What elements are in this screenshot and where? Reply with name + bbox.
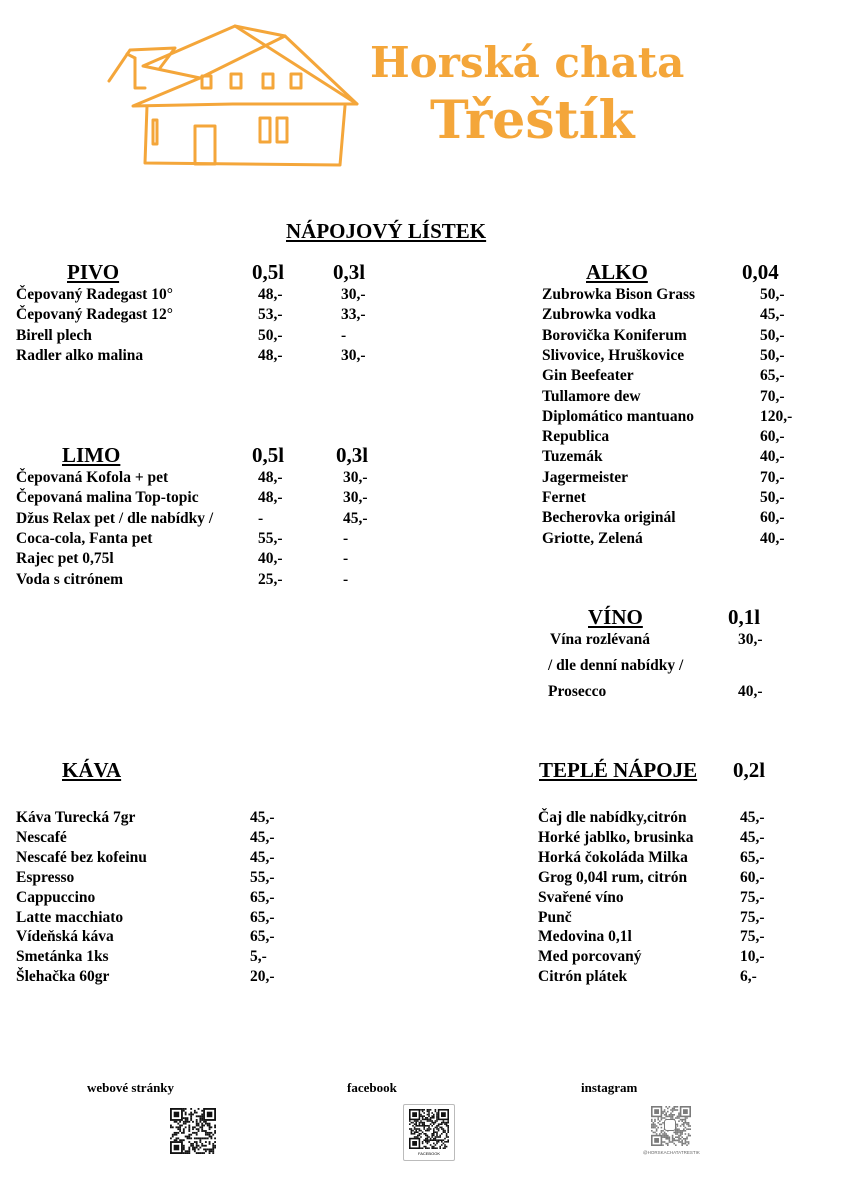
kava-item-price: 45,- [250,848,275,866]
pivo-item-price: 48,- [258,346,283,364]
pivo-item-price: 48,- [258,286,283,303]
alko-item-price: 60,- [760,428,785,446]
teple-heading: TEPLÉ NÁPOJE [539,758,698,782]
teple-item-price: 45,- [740,828,765,846]
menu-title: NÁPOJOVÝ LÍSTEK [286,219,487,243]
limo-item-name: Džus Relax pet / dle nabídky / [16,509,214,527]
teple-item-price: 60,- [740,868,765,886]
limo-item-price-small: - [343,570,349,588]
facebook-qr-caption: FACEBOOK [417,1151,440,1156]
kava-item-price: 65,- [250,888,275,906]
limo-heading: LIMO [62,443,121,467]
alko-item-name: Borovička Koniferum [542,326,687,344]
limo-item-price-small: - [343,550,349,568]
pivo-item-name: Čepovaný Radegast 10° [16,286,173,303]
teple-item-price: 65,- [740,848,765,866]
teple-item-price: 75,- [740,908,765,926]
pivo-item-price-small: 30,- [341,346,366,364]
alko-item-price: 120,- [760,407,793,425]
alko-item-price: 70,- [760,468,785,486]
pivo-item-price: 53,- [258,306,283,324]
instagram-icon [664,1119,676,1131]
alko-item-price: 50,- [760,326,785,344]
limo-item-price: 48,- [258,489,283,507]
footer-facebook-label: facebook [347,1080,397,1095]
alko-item-price: 50,- [760,489,785,506]
limo-item-price: 40,- [258,550,283,568]
alko-item-name: Zubrowka Bison Grass [542,286,696,303]
vino-col1: 0,1l [728,605,761,629]
brand-line-2: Třeštík [430,90,635,151]
alko-item-price: 40,- [760,448,785,466]
kava-item-name: Latte macchiato [16,908,124,926]
kava-item-name: Espresso [16,868,75,886]
teple-item-name: Punč [538,908,572,926]
alko-item-price: 70,- [760,387,785,405]
kava-item-name: Smetánka 1ks [16,948,109,966]
kava-heading: KÁVA [62,758,122,782]
pivo-item-price-small: - [341,326,347,344]
alko-item-price: 50,- [760,346,785,364]
limo-item-price: 55,- [258,529,283,547]
kava-item-name: Vídeňská káva [16,928,114,946]
instagram-qr-frame[interactable] [643,1106,699,1162]
teple-item-name: Citrón plátek [538,968,628,986]
alko-item-name: Becherovka originál [542,509,676,527]
facebook-qr-code [409,1109,449,1149]
vino-price-2: 40,- [738,683,763,700]
alko-item-name: Slivovice, Hruškovice [542,346,685,364]
limo-item-price-small: 30,- [343,489,368,507]
limo-col1: 0,5l [252,443,285,467]
kava-item-price: 20,- [250,968,275,986]
pivo-item-name: Čepovaný Radegast 12° [16,306,173,324]
vino-heading: VÍNO [588,605,643,629]
alko-item-name: Tuzemák [542,448,603,466]
kava-item-price: 45,- [250,809,275,826]
teple-item-name: Horká čokoláda Milka [538,848,688,866]
footer-instagram-label: instagram [581,1080,638,1095]
alko-item-name: Fernet [542,489,586,506]
footer-web-label: webové stránky [87,1080,175,1095]
pivo-heading: PIVO [67,260,120,284]
kava-item-name: Cappuccino [16,888,96,906]
kava-item-price: 5,- [250,948,267,966]
pivo-col2: 0,3l [333,260,366,284]
limo-item-price-small: - [343,529,349,547]
limo-item-name: Voda s citrónem [16,570,124,588]
teple-item-price: 45,- [740,809,765,826]
facebook-qr-frame[interactable] [403,1104,455,1161]
kava-item-name: Nescafé bez kofeinu [16,848,147,866]
limo-item-price: 48,- [258,469,283,486]
kava-item-price: 45,- [250,828,275,846]
pivo-col1: 0,5l [252,260,285,284]
limo-item-name: Čepovaná malina Top-topic [16,489,199,507]
alko-item-price: 45,- [760,306,785,324]
teple-item-name: Horké jablko, brusinka [538,828,694,846]
kava-item-name: Káva Turecká 7gr [16,809,136,826]
teple-item-price: 10,- [740,948,765,966]
alko-col1: 0,04 [742,260,779,284]
chalet-logo [105,18,365,170]
alko-item-name: Diplomático mantuano [542,407,694,425]
instagram-qr-caption: @HORSKACHATATRESTIK [643,1150,700,1155]
pivo-item-price-small: 30,- [341,286,366,303]
limo-item-price: 25,- [258,570,283,588]
pivo-item-name: Radler alko malina [16,346,144,364]
alko-item-name: Jagermeister [542,468,629,486]
alko-item-name: Gin Beefeater [542,367,634,385]
alko-item-name: Tullamore dew [542,387,641,405]
alko-item-name: Zubrowka vodka [542,306,656,324]
teple-item-name: Svařené víno [538,888,624,906]
teple-item-price: 75,- [740,888,765,906]
limo-item-name: Rajec pet 0,75l [16,550,114,568]
vino-item-2: Prosecco [548,683,607,700]
teple-item-name: Čaj dle nabídky,citrón [538,809,687,826]
kava-item-price: 65,- [250,928,275,946]
pivo-item-price-small: 33,- [341,306,366,324]
kava-item-price: 55,- [250,868,275,886]
pivo-item-price: 50,- [258,326,283,344]
teple-col1: 0,2l [733,758,766,782]
alko-item-price: 50,- [760,286,785,303]
pivo-item-name: Birell plech [16,326,92,344]
alko-item-price: 40,- [760,529,785,547]
alko-heading: ALKO [586,260,648,284]
web-qr-code[interactable] [170,1108,216,1154]
alko-item-price: 60,- [760,509,785,527]
vino-price-1: 30,- [738,631,763,648]
teple-item-name: Med porcovaný [538,948,642,966]
limo-item-price: - [258,509,264,527]
limo-item-price-small: 45,- [343,509,368,527]
vino-note: / dle denní nabídky / [548,657,684,674]
vino-item-1: Vína rozlévaná [550,631,651,648]
limo-item-name: Coca-cola, Fanta pet [16,529,153,547]
brand-line-1: Horská chata [370,38,685,87]
limo-item-name: Čepovaná Kofola + pet [16,469,169,486]
limo-item-price-small: 30,- [343,469,368,486]
kava-item-name: Nescafé [16,828,67,846]
alko-item-name: Republica [542,428,610,446]
kava-item-name: Šlehačka 60gr [16,968,110,986]
teple-item-name: Medovina 0,1l [538,928,632,946]
teple-item-price: 6,- [740,968,757,986]
teple-item-name: Grog 0,04l rum, citrón [538,868,688,886]
alko-item-price: 65,- [760,367,785,385]
limo-col2: 0,3l [336,443,369,467]
kava-item-price: 65,- [250,908,275,926]
teple-item-price: 75,- [740,928,765,946]
alko-item-name: Griotte, Zelená [542,529,643,547]
